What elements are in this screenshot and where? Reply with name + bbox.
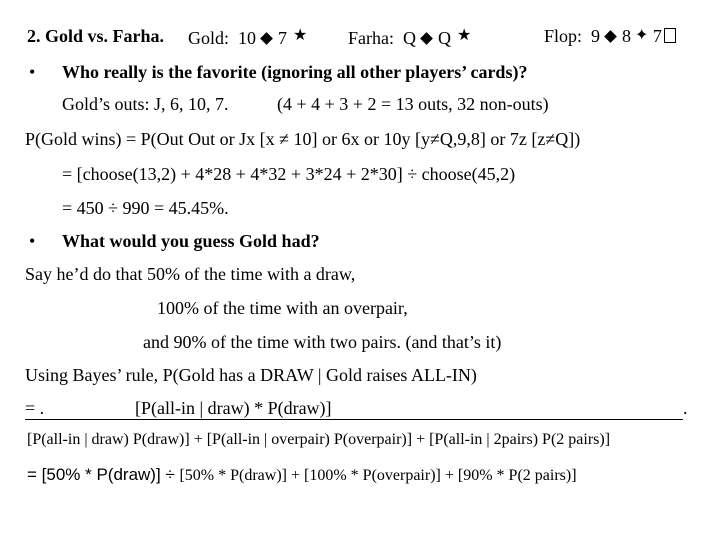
diamond-suit-icon — [260, 33, 273, 46]
final-prefix: = [50% * P(draw)] ÷ — [27, 465, 180, 484]
final-expression — [27, 465, 577, 485]
numerator-text: [P(all-in | draw) * P(draw)] — [135, 399, 683, 420]
flop-label: Flop: — [544, 26, 583, 46]
bayes-rule-line: Using Bayes’ rule, P(Gold has a DRAW | Gold raises ALL-IN) — [25, 365, 477, 385]
star-suit-icon: ★ — [293, 27, 308, 44]
probability-gold-wins: P(Gold wins) = P(Out Out or Jx [x ≠ 10] or 6x or 10y [y≠Q,9,8] or 7z [z≠Q]) — [25, 129, 581, 149]
flop-card-1-rank: 9 — [591, 26, 601, 46]
gold-hand — [188, 27, 307, 49]
gold-card-1-rank: 10 — [238, 28, 257, 48]
fraction-numerator-row — [25, 399, 705, 420]
flop-card-3-rank: 7 — [652, 26, 662, 46]
four-point-star-suit-icon: ✦ — [635, 27, 649, 44]
slide-title — [27, 27, 164, 47]
unknown-suit-box-icon — [664, 28, 676, 43]
golds-outs: Gold’s outs: J, 6, 10, 7. — [62, 94, 229, 114]
result-line: = 450 ÷ 990 = 45.45%. — [62, 198, 229, 218]
assumption-overpair: 100% of the time with an overpair, — [157, 298, 408, 318]
flop-card-2-rank: 8 — [622, 26, 632, 46]
farha-card-2-rank: Q — [437, 28, 451, 48]
final-rest: [50% * P(draw)] + [100% * P(overpair)] + [90% * P(2 pairs)] — [179, 467, 577, 484]
bullet-dot: • — [29, 62, 36, 82]
assumption-draw: Say he’d do that 50% of the time with a draw, — [25, 264, 356, 284]
flop-cards — [544, 27, 676, 47]
diamond-suit-icon — [604, 31, 617, 44]
outs-count: (4 + 4 + 3 + 2 = 13 outs, 32 non-outs) — [277, 94, 549, 114]
equals-prefix: = . — [25, 399, 135, 420]
denominator-text: [P(all-in | draw) P(draw)] + [P(all-in | overpair) P(overpair)] + [P(all-in | 2pairs) P(2 pairs)] — [27, 431, 611, 448]
gold-label: Gold: — [188, 28, 230, 48]
farha-label: Farha: — [348, 28, 394, 48]
farha-card-1-rank: Q — [402, 28, 416, 48]
diamond-suit-icon — [420, 33, 433, 46]
farha-hand — [348, 27, 471, 49]
title-text: 2. Gold vs. Farha. — [27, 26, 165, 46]
bullet-dot: • — [29, 231, 36, 251]
gold-card-2-rank: 7 — [278, 28, 288, 48]
star-suit-icon: ★ — [456, 27, 472, 44]
calculation-line: = [choose(13,2) + 4*28 + 4*32 + 3*24 + 2*30] ÷ choose(45,2) — [62, 164, 516, 184]
question-gold-hand: What would you guess Gold had? — [62, 231, 320, 251]
question-favorite: Who really is the favorite (ignoring all other players’ cards)? — [62, 62, 528, 82]
numerator-end: . — [683, 398, 688, 418]
assumption-two-pairs: and 90% of the time with two pairs. (and that’s it) — [143, 332, 502, 352]
